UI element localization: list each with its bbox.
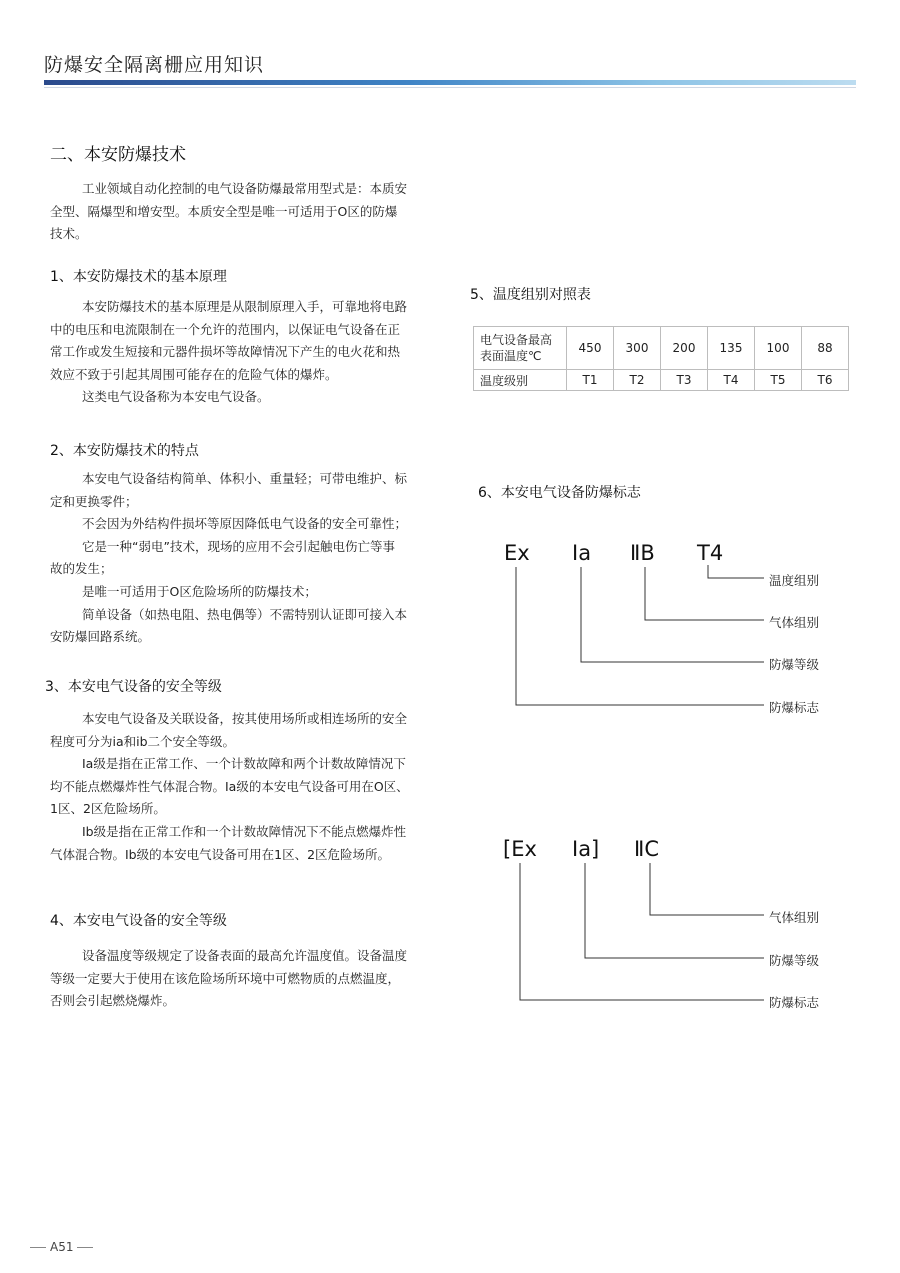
marking1-label-level: 防爆等级 <box>769 657 820 672</box>
body-line: Ia级是指在正常工作、一个计数故障和两个计数故障情况下 <box>82 756 406 772</box>
body-line: 效应不致于引起其周围可能存在的危险气体的爆炸。 <box>50 366 338 382</box>
table-cell: T3 <box>661 370 708 391</box>
subsection-6-title: 6、本安电气设备防爆标志 <box>478 485 641 501</box>
marking1-ia: Ia <box>572 541 592 565</box>
table-cell: 450 <box>567 327 614 370</box>
marking2-label-level: 防爆等级 <box>769 953 820 968</box>
marking2-ex: [Ex <box>503 837 537 861</box>
body-line: 本安电气设备结构简单、体积小、重量轻；可带电维护、标 <box>82 471 408 486</box>
table-cell: T1 <box>567 370 614 391</box>
body-line: 1区、2区危险场所。 <box>50 801 166 817</box>
body-line: 本安电气设备及关联设备，按其使用场所或相连场所的安全 <box>82 711 408 726</box>
body-line: 定和更换零件； <box>50 493 138 509</box>
body-line: 不会因为外结构件损坏等原因降低电气设备的安全可靠性； <box>82 516 408 532</box>
page-header-title: 防爆安全隔离栅应用知识 <box>44 54 265 76</box>
row-header-line: 电气设备最高 <box>480 333 553 347</box>
body-line: 中的电压和电流限制在一个允许的范围内，以保证电气设备在正 <box>50 321 401 337</box>
body-line: 设备温度等级规定了设备表面的最高允许温度值。设备温度 <box>82 948 408 963</box>
page-footer <box>26 1240 97 1254</box>
table-cell: T2 <box>614 370 661 391</box>
marking1-ex: Ex <box>504 541 530 565</box>
table-cell: T6 <box>802 370 849 391</box>
marking1-label-mark: 防爆标志 <box>769 700 820 715</box>
section-title: 二、本安防爆技术 <box>50 145 186 165</box>
body-line: 简单设备（如热电阻、热电偶等）不需特别认证即可接入本 <box>82 606 408 622</box>
table-cell: T5 <box>755 370 802 391</box>
marking2-label-gas: 气体组别 <box>769 910 820 925</box>
body-line: 气体混合物。Ib级的本安电气设备可用在1区、2区危险场所。 <box>50 846 391 862</box>
table-cell: 100 <box>755 327 802 370</box>
subsection-4-title: 4、本安电气设备的安全等级 <box>50 913 227 929</box>
body-line: 这类电气设备称为本安电气设备。 <box>82 389 270 405</box>
body-line: 是唯一可适用于O区危险场所的防爆技术； <box>82 583 317 599</box>
footer-dash-right <box>77 1247 93 1248</box>
footer-dash-left <box>30 1247 46 1248</box>
subsection-2-title: 2、本安防爆技术的特点 <box>50 443 199 459</box>
marking2-ia: Ia] <box>572 837 600 861</box>
intro-line: 全型、隔爆型和增安型。本质安全型是唯一可适用于O区的防爆 <box>50 203 398 219</box>
body-line: 故的发生； <box>50 561 113 577</box>
marking1-gas-group: ⅡB <box>630 541 655 565</box>
body-line: 等级一定要大于使用在该危险场所环境中可燃物质的点燃温度， <box>50 970 401 986</box>
subsection-5-title: 5、温度组别对照表 <box>470 287 591 303</box>
subsection-3-title: 3、本安电气设备的安全等级 <box>45 679 222 695</box>
body-line: 常工作或发生短接和元器件损坏等故障情况下产生的电火花和热 <box>50 344 401 360</box>
page-number: A51 <box>50 1240 74 1254</box>
row-header: 温度级别 <box>474 370 567 391</box>
body-line: 均不能点燃爆炸性气体混合物。Ia级的本安电气设备可用在O区、 <box>50 778 409 794</box>
body-line: 安防爆回路系统。 <box>50 629 151 645</box>
body-line: 程度可分为ia和ib二个安全等级。 <box>50 733 236 749</box>
body-line: 本安防爆技术的基本原理是从限制原理入手，可靠地将电路 <box>82 299 408 314</box>
marking2-label-mark: 防爆标志 <box>769 995 820 1010</box>
marking2-gas-group: ⅡC <box>634 837 659 861</box>
table-cell: 135 <box>708 327 755 370</box>
body-line: Ib级是指在正常工作和一个计数故障情况下不能点燃爆炸性 <box>82 823 407 839</box>
table-cell: 200 <box>661 327 708 370</box>
table-cell: 300 <box>614 327 661 370</box>
intro-line: 工业领域自动化控制的电气设备防爆最常用型式是：本质安 <box>82 181 408 196</box>
marking1-label-gas: 气体组别 <box>769 615 820 630</box>
subsection-1-title: 1、本安防爆技术的基本原理 <box>50 269 227 285</box>
table-cell: T4 <box>708 370 755 391</box>
marking1-temp-class: T4 <box>697 541 724 565</box>
body-line: 否则会引起燃烧爆炸。 <box>50 993 176 1009</box>
table-cell: 88 <box>802 327 849 370</box>
intro-line: 技术。 <box>50 226 88 242</box>
marking1-label-temp: 温度组别 <box>769 573 820 588</box>
row-header-line: 表面温度℃ <box>480 349 542 363</box>
body-line: 它是一种“弱电”技术，现场的应用不会引起触电伤亡等事 <box>82 538 395 554</box>
